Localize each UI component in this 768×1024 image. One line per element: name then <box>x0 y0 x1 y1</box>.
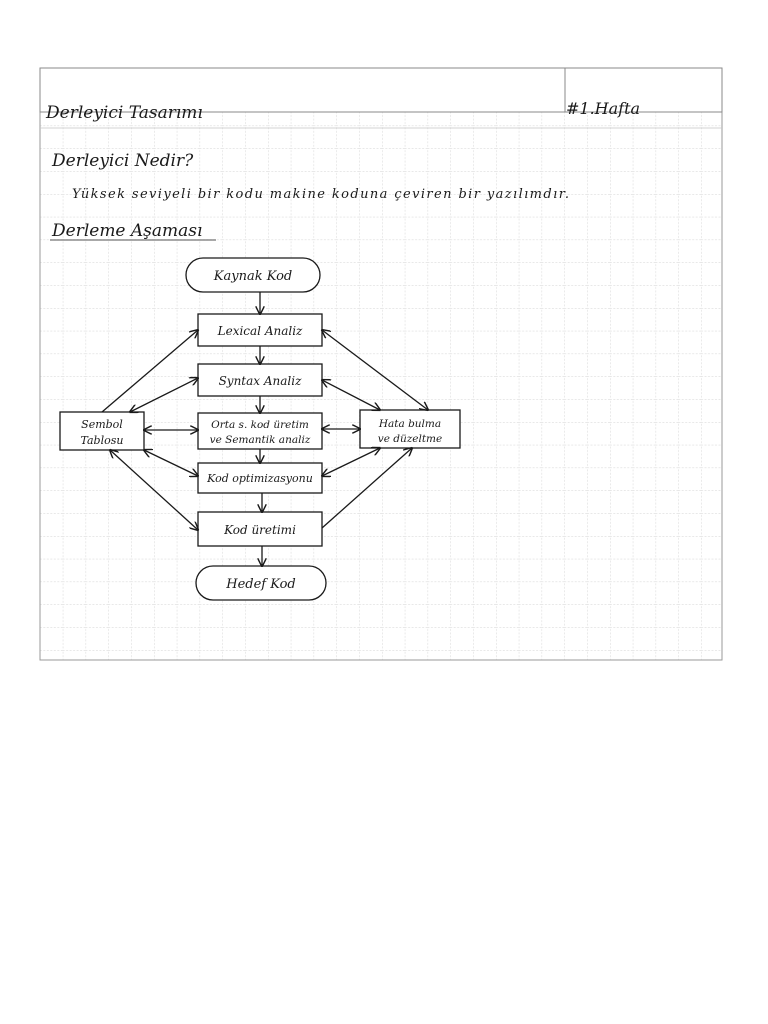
code-generation-label: Kod üretimi <box>224 523 296 537</box>
question-answer: Yüksek seviyeli bir kodu makine koduna çeviren bir yazılımdır. <box>72 187 571 202</box>
page-title: Derleyici Tasarımı <box>46 103 203 123</box>
error-handling-label-2: ve düzeltme <box>377 433 443 445</box>
symbol-table-label-2: Tablosu <box>80 434 124 447</box>
syntax-analysis-label: Syntax Analiz <box>218 374 302 388</box>
symbol-table-label-1: Sembol <box>81 418 123 431</box>
section-heading: Derleme Aşaması <box>52 221 203 241</box>
error-handling-label-1: Hata bulma <box>378 418 442 430</box>
intermediate-code-label-1: Orta s. kod üretim <box>211 419 309 431</box>
source-code-label: Kaynak Kod <box>213 269 293 284</box>
question-heading: Derleyici Nedir? <box>52 151 194 171</box>
intermediate-code-label-2: ve Semantik analiz <box>209 434 311 446</box>
lexical-analysis-label: Lexical Analiz <box>217 324 303 338</box>
target-code-label: Hedef Kod <box>226 577 296 592</box>
code-optimization-label: Kod optimizasyonu <box>207 472 313 485</box>
week-label: #1.Hafta <box>566 99 641 118</box>
